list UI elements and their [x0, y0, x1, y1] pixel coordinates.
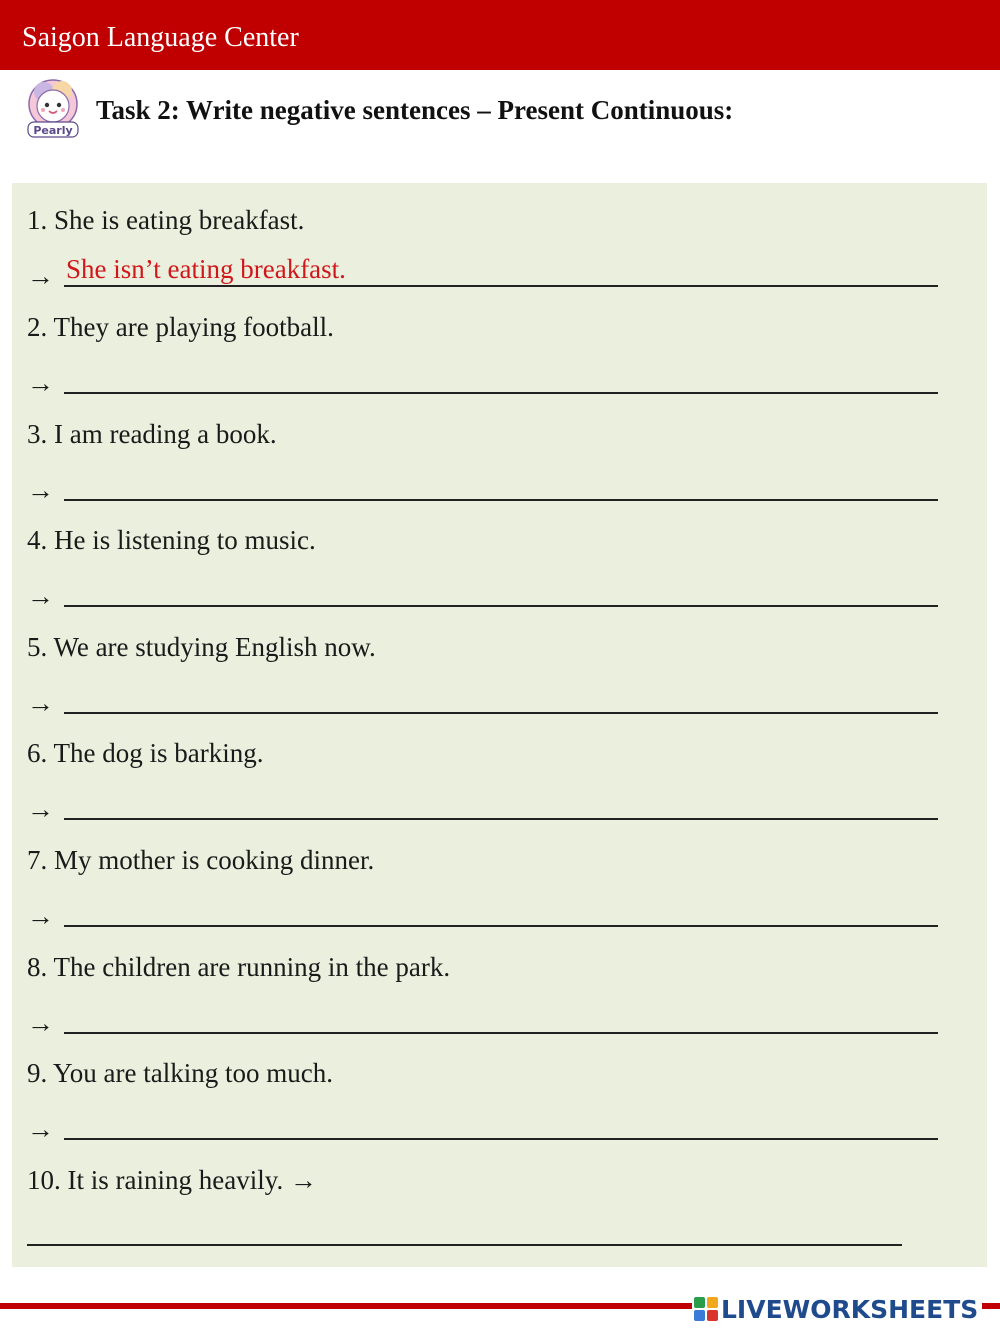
question-8: 8. The children are running in the park.	[27, 952, 451, 982]
liveworksheets-logo-icon	[694, 1297, 718, 1321]
header-bar	[0, 0, 1000, 70]
question-1: 1. She is eating breakfast.	[27, 205, 305, 235]
arrow-2: →	[27, 368, 54, 398]
pearly-mascot-icon	[22, 78, 86, 140]
answer-line-6[interactable]	[64, 818, 938, 820]
answer-line-5[interactable]	[64, 712, 938, 714]
arrow-5: →	[27, 688, 54, 718]
question-4: 4. He is listening to music.	[27, 525, 316, 555]
question-3: 3. I am reading a book.	[27, 419, 277, 449]
liveworksheets-logo[interactable]	[692, 1292, 982, 1326]
arrow-4: →	[27, 581, 54, 611]
answer-line-3[interactable]	[64, 499, 938, 501]
arrow-8: →	[27, 1008, 54, 1038]
answer-1[interactable]: She isn’t eating breakfast.	[66, 254, 346, 284]
mascot-label: Pearly	[33, 124, 73, 137]
question-7: 7. My mother is cooking dinner.	[27, 845, 375, 875]
question-2: 2. They are playing football.	[27, 312, 334, 342]
answer-line-2[interactable]	[64, 392, 938, 394]
arrow-6: →	[27, 794, 54, 824]
answer-line-1[interactable]	[64, 285, 938, 287]
answer-line-4[interactable]	[64, 605, 938, 607]
arrow-1: →	[27, 261, 54, 291]
answer-line-9[interactable]	[64, 1138, 938, 1140]
arrow-3: →	[27, 475, 54, 505]
liveworksheets-logo-text: LIVEWORKSHEETS	[721, 1294, 979, 1324]
answer-line-10[interactable]	[27, 1244, 902, 1246]
brand-title: Saigon Language Center	[22, 22, 299, 53]
task-title: Task 2: Write negative sentences – Present Continuous:	[96, 95, 734, 125]
exercise-panel	[12, 183, 987, 1267]
question-9: 9. You are talking too much.	[27, 1058, 333, 1088]
arrow-7: →	[27, 901, 54, 931]
question-6: 6. The dog is barking.	[27, 738, 264, 768]
arrow-9: →	[27, 1114, 54, 1144]
answer-line-7[interactable]	[64, 925, 938, 927]
answer-line-8[interactable]	[64, 1032, 938, 1034]
question-10: 10. It is raining heavily. →	[27, 1165, 317, 1195]
question-5: 5. We are studying English now.	[27, 632, 376, 662]
